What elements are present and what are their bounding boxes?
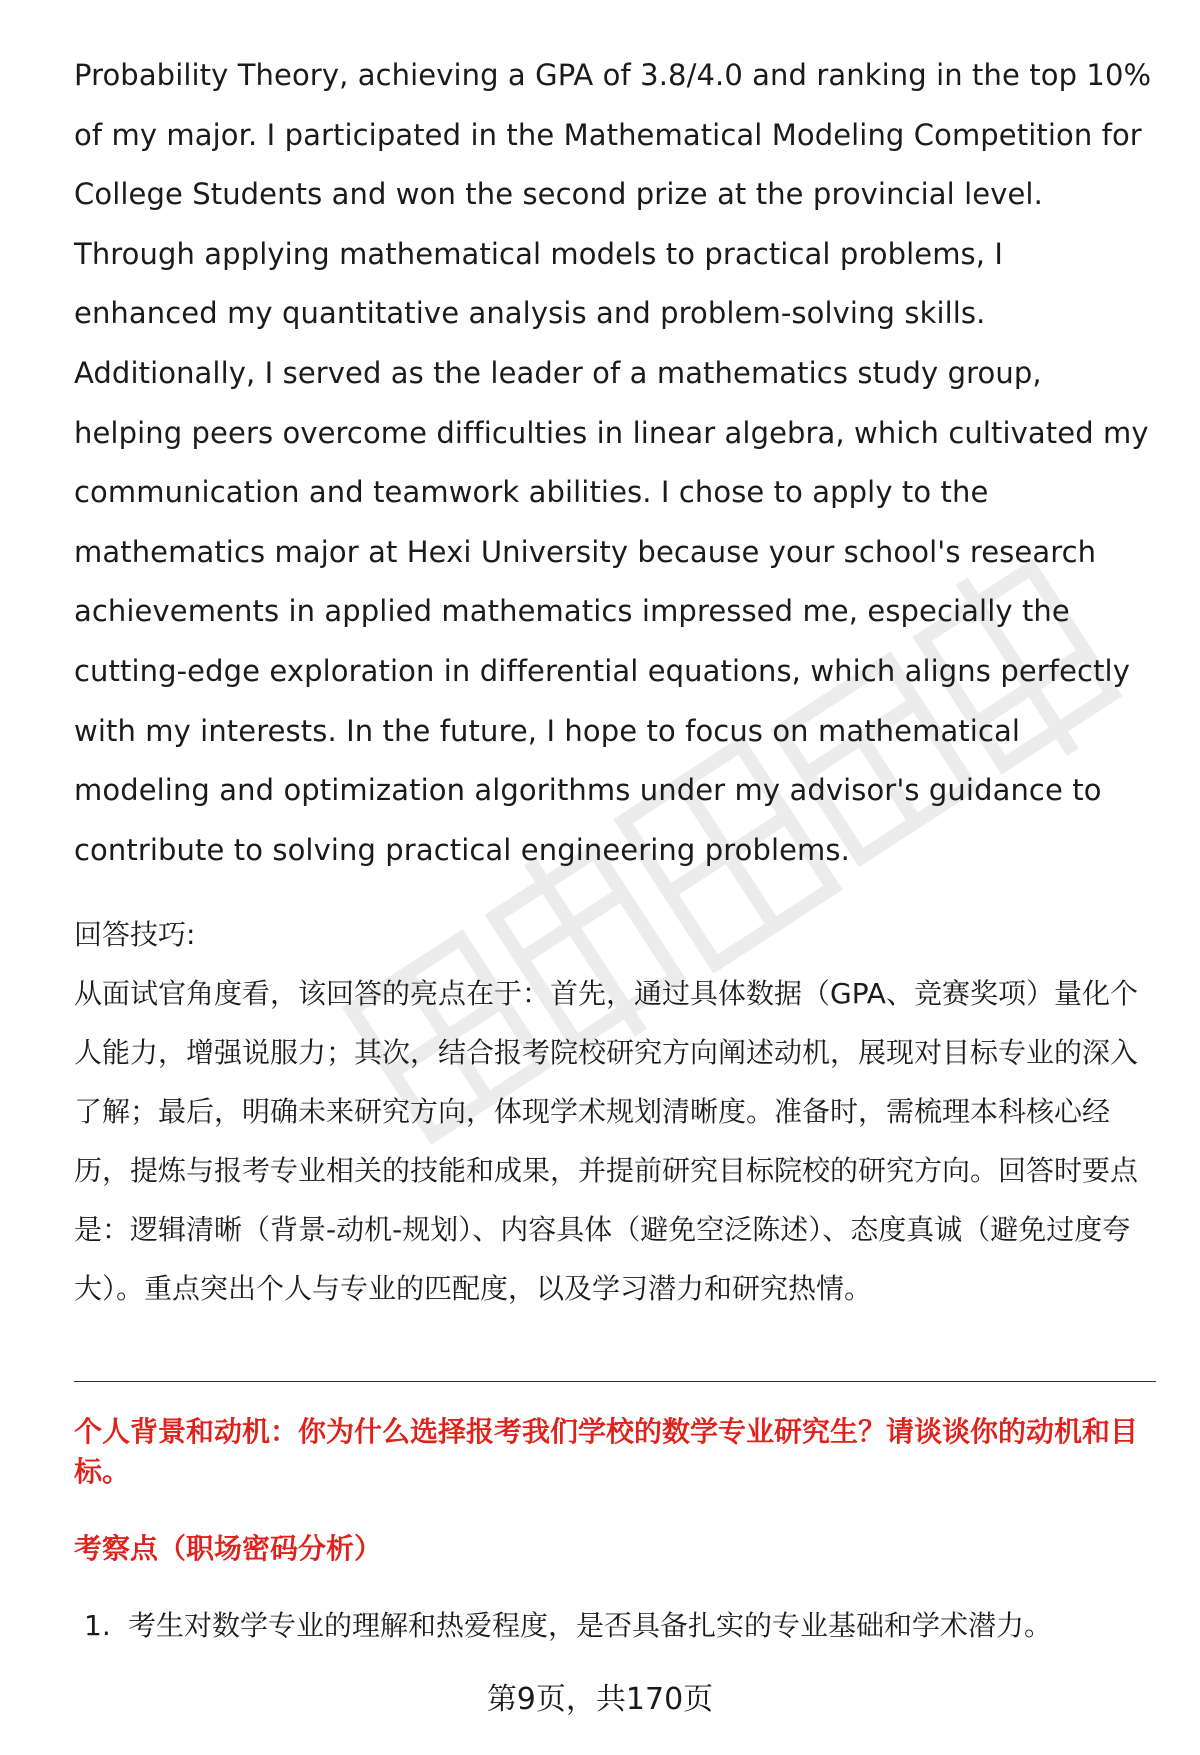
- tips-body: 从面试官角度看，该回答的亮点在于：首先，通过具体数据（GPA、竞赛奖项）量化个人能力，增强说服力；其次，结合报考院校研究方向阐述动机，展现对目标专业的深入了解；最后，明确未来研究方向，体现学术规划清晰度。准备时，需梳理本科核心经历，提炼与报考专业相关的技能和成果，并提前研究目标院校的研究方向。回答时要点是：逻辑清晰（背景-动机-规划）、内容具体（避免空泛陈述）、态度真诚（避免过度夸大）。重点突出个人与专业的匹配度，以及学习潜力和研究热情。: [74, 977, 1139, 1306]
- focus-points-list: [84, 1604, 1154, 1648]
- list-item-number: 1.: [84, 1609, 111, 1642]
- list-item-text: 考生对数学专业的理解和热爱程度，是否具备扎实的专业基础和学术潜力。: [128, 1609, 1053, 1642]
- question-heading: 个人背景和动机：你为什么选择报考我们学校的数学专业研究生？请谈谈你的动机和目标。: [74, 1415, 1139, 1488]
- tips-heading: 回答技巧:: [74, 918, 196, 952]
- page-content: [74, 46, 1156, 1318]
- focus-heading: 考察点（职场密码分析）: [74, 1532, 383, 1565]
- answer-paragraph: Probability Theory, achieving a GPA of 3.8/4.0 and ranking in the top 10% of my major. I participated in the Mathematical Modeling Competition for College Students and won the second prize at the provincial level. Through applying mathematical models to practical problems, I enhanced my quantitative analysis and problem-solving skills. Additionally, I served as the leader of a mathematics study group, helping peers overcome difficulties in linear algebra, which cultivated my communication and teamwork abilities. I chose to apply to the mathematics major at Hexi University because your school's research achievements in applied mathematics impressed me, especially the cutting-edge exploration in differential equations, which aligns perfectly with my interests. In the future, I hope to focus on mathematical modeling and optimization algorithms under my advisor's guidance to contribute to solving practical engineering problems.: [74, 58, 1152, 867]
- section-divider: [74, 1381, 1156, 1382]
- list-item: [84, 1604, 1154, 1648]
- page-number: 第9页，共170页: [486, 1682, 714, 1717]
